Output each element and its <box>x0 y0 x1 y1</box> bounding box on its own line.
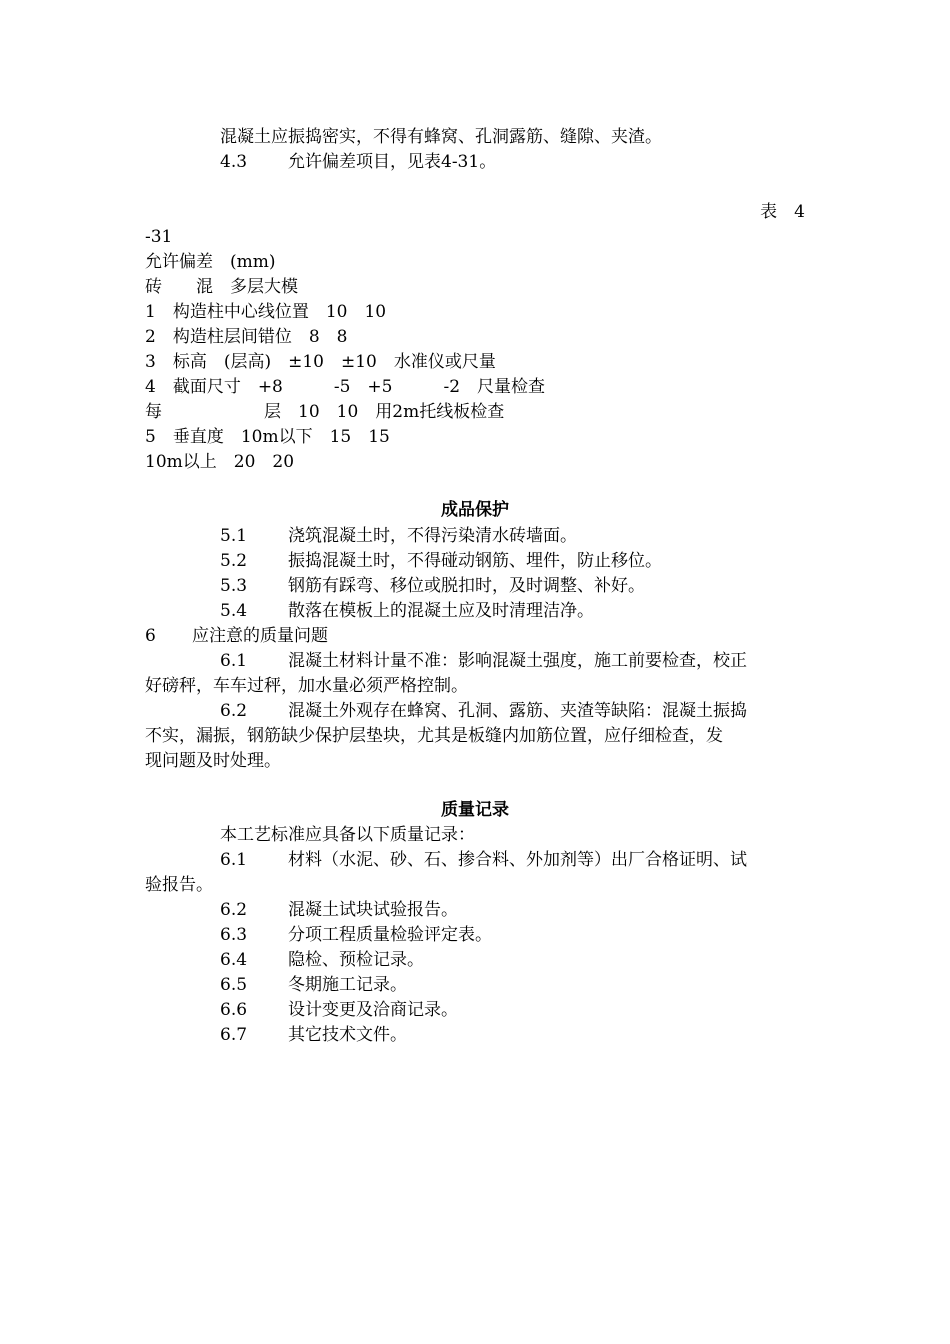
item-number: 6.2 <box>220 900 248 920</box>
table-row: 1 构造柱中心线位置 10 10 <box>145 302 387 322</box>
item-number: 6.6 <box>220 1000 248 1020</box>
table-header: 砖 混 多层大模 <box>145 277 298 297</box>
paragraph-6-1 <box>220 651 747 671</box>
list-item <box>220 1025 407 1045</box>
list-item <box>220 601 594 621</box>
paragraph-6-2 <box>220 701 747 721</box>
item-text: 允许偏差项目，见表4-31。 <box>288 152 497 172</box>
paragraph-6-2-cont: 现问题及时处理。 <box>145 751 281 771</box>
table-row: 10m以上 20 20 <box>145 452 295 472</box>
section-heading-quality-issues <box>145 626 328 646</box>
item-number: 6.4 <box>220 950 248 970</box>
heading-number: 6 <box>145 626 156 646</box>
item-text: 混凝土材料计量不准：影响混凝土强度，施工前要检查，校正 <box>288 651 747 671</box>
item-number: 6.2 <box>220 701 248 721</box>
item-text: 混凝土试块试验报告。 <box>288 900 458 920</box>
item-number: 5.1 <box>220 526 248 546</box>
item-number: 6.7 <box>220 1025 248 1045</box>
intro-line: 混凝土应振捣密实，不得有蜂窝、孔洞露筋、缝隙、夹渣。 <box>220 127 662 147</box>
item-number: 5.3 <box>220 576 248 596</box>
records-intro: 本工艺标准应具备以下质量记录： <box>220 825 475 845</box>
list-item <box>220 975 407 995</box>
item-text: 分项工程质量检验评定表。 <box>288 925 492 945</box>
item-number: 5.4 <box>220 601 248 621</box>
item-text: 其它技术文件。 <box>288 1025 407 1045</box>
table-caption: 允许偏差 (mm) <box>145 252 276 272</box>
list-item <box>220 900 458 920</box>
item-number: 6.3 <box>220 925 248 945</box>
list-item <box>220 1000 458 1020</box>
item-number: 6.5 <box>220 975 248 995</box>
table-row: 2 构造柱层间错位 8 8 <box>145 327 348 347</box>
item-text: 振捣混凝土时，不得碰动钢筋、埋件，防止移位。 <box>288 551 662 571</box>
list-item-cont: 验报告。 <box>145 875 213 895</box>
list-item <box>220 551 662 571</box>
table-row: 每 层 10 10 用2m托线板检查 <box>145 402 505 422</box>
paragraph-6-1-cont: 好磅秤，车车过秤，加水量必须严格控制。 <box>145 676 468 696</box>
table-label: 表 4 <box>760 202 805 222</box>
item-text: 设计变更及洽商记录。 <box>288 1000 458 1020</box>
heading-text: 应注意的质量问题 <box>192 626 328 646</box>
item-text: 浇筑混凝土时，不得污染清水砖墙面。 <box>288 526 577 546</box>
item-number: 6.1 <box>220 850 248 870</box>
item-text: 材料（水泥、砂、石、掺合料、外加剂等）出厂合格证明、试 <box>288 850 747 870</box>
table-label-cont: -31 <box>145 227 173 247</box>
item-4-3 <box>220 152 496 172</box>
table-row: 4 截面尺寸 +8 -5 +5 -2 尺量检查 <box>145 377 546 397</box>
table-row: 5 垂直度 10m以下 15 15 <box>145 427 390 447</box>
item-text: 冬期施工记录。 <box>288 975 407 995</box>
item-text: 混凝土外观存在蜂窝、孔洞、露筋、夹渣等缺陷：混凝土振捣 <box>288 701 747 721</box>
item-text: 散落在模板上的混凝土应及时清理洁净。 <box>288 601 594 621</box>
list-item <box>220 925 492 945</box>
item-number: 5.2 <box>220 551 248 571</box>
list-item <box>220 526 577 546</box>
section-title-protection: 成品保护 <box>441 500 509 520</box>
table-row: 3 标高 (层高) ±10 ±10 水准仪或尺量 <box>145 352 496 372</box>
paragraph-6-2-cont: 不实，漏振，钢筋缺少保护层垫块，尤其是板缝内加筋位置，应仔细检查，发 <box>145 726 723 746</box>
item-number: 6.1 <box>220 651 248 671</box>
item-text: 钢筋有踩弯、移位或脱扣时，及时调整、补好。 <box>288 576 645 596</box>
item-number: 4.3 <box>220 152 248 172</box>
item-text: 隐检、预检记录。 <box>288 950 424 970</box>
list-item <box>220 850 747 870</box>
list-item <box>220 950 424 970</box>
list-item <box>220 576 645 596</box>
section-title-records: 质量记录 <box>441 800 509 820</box>
